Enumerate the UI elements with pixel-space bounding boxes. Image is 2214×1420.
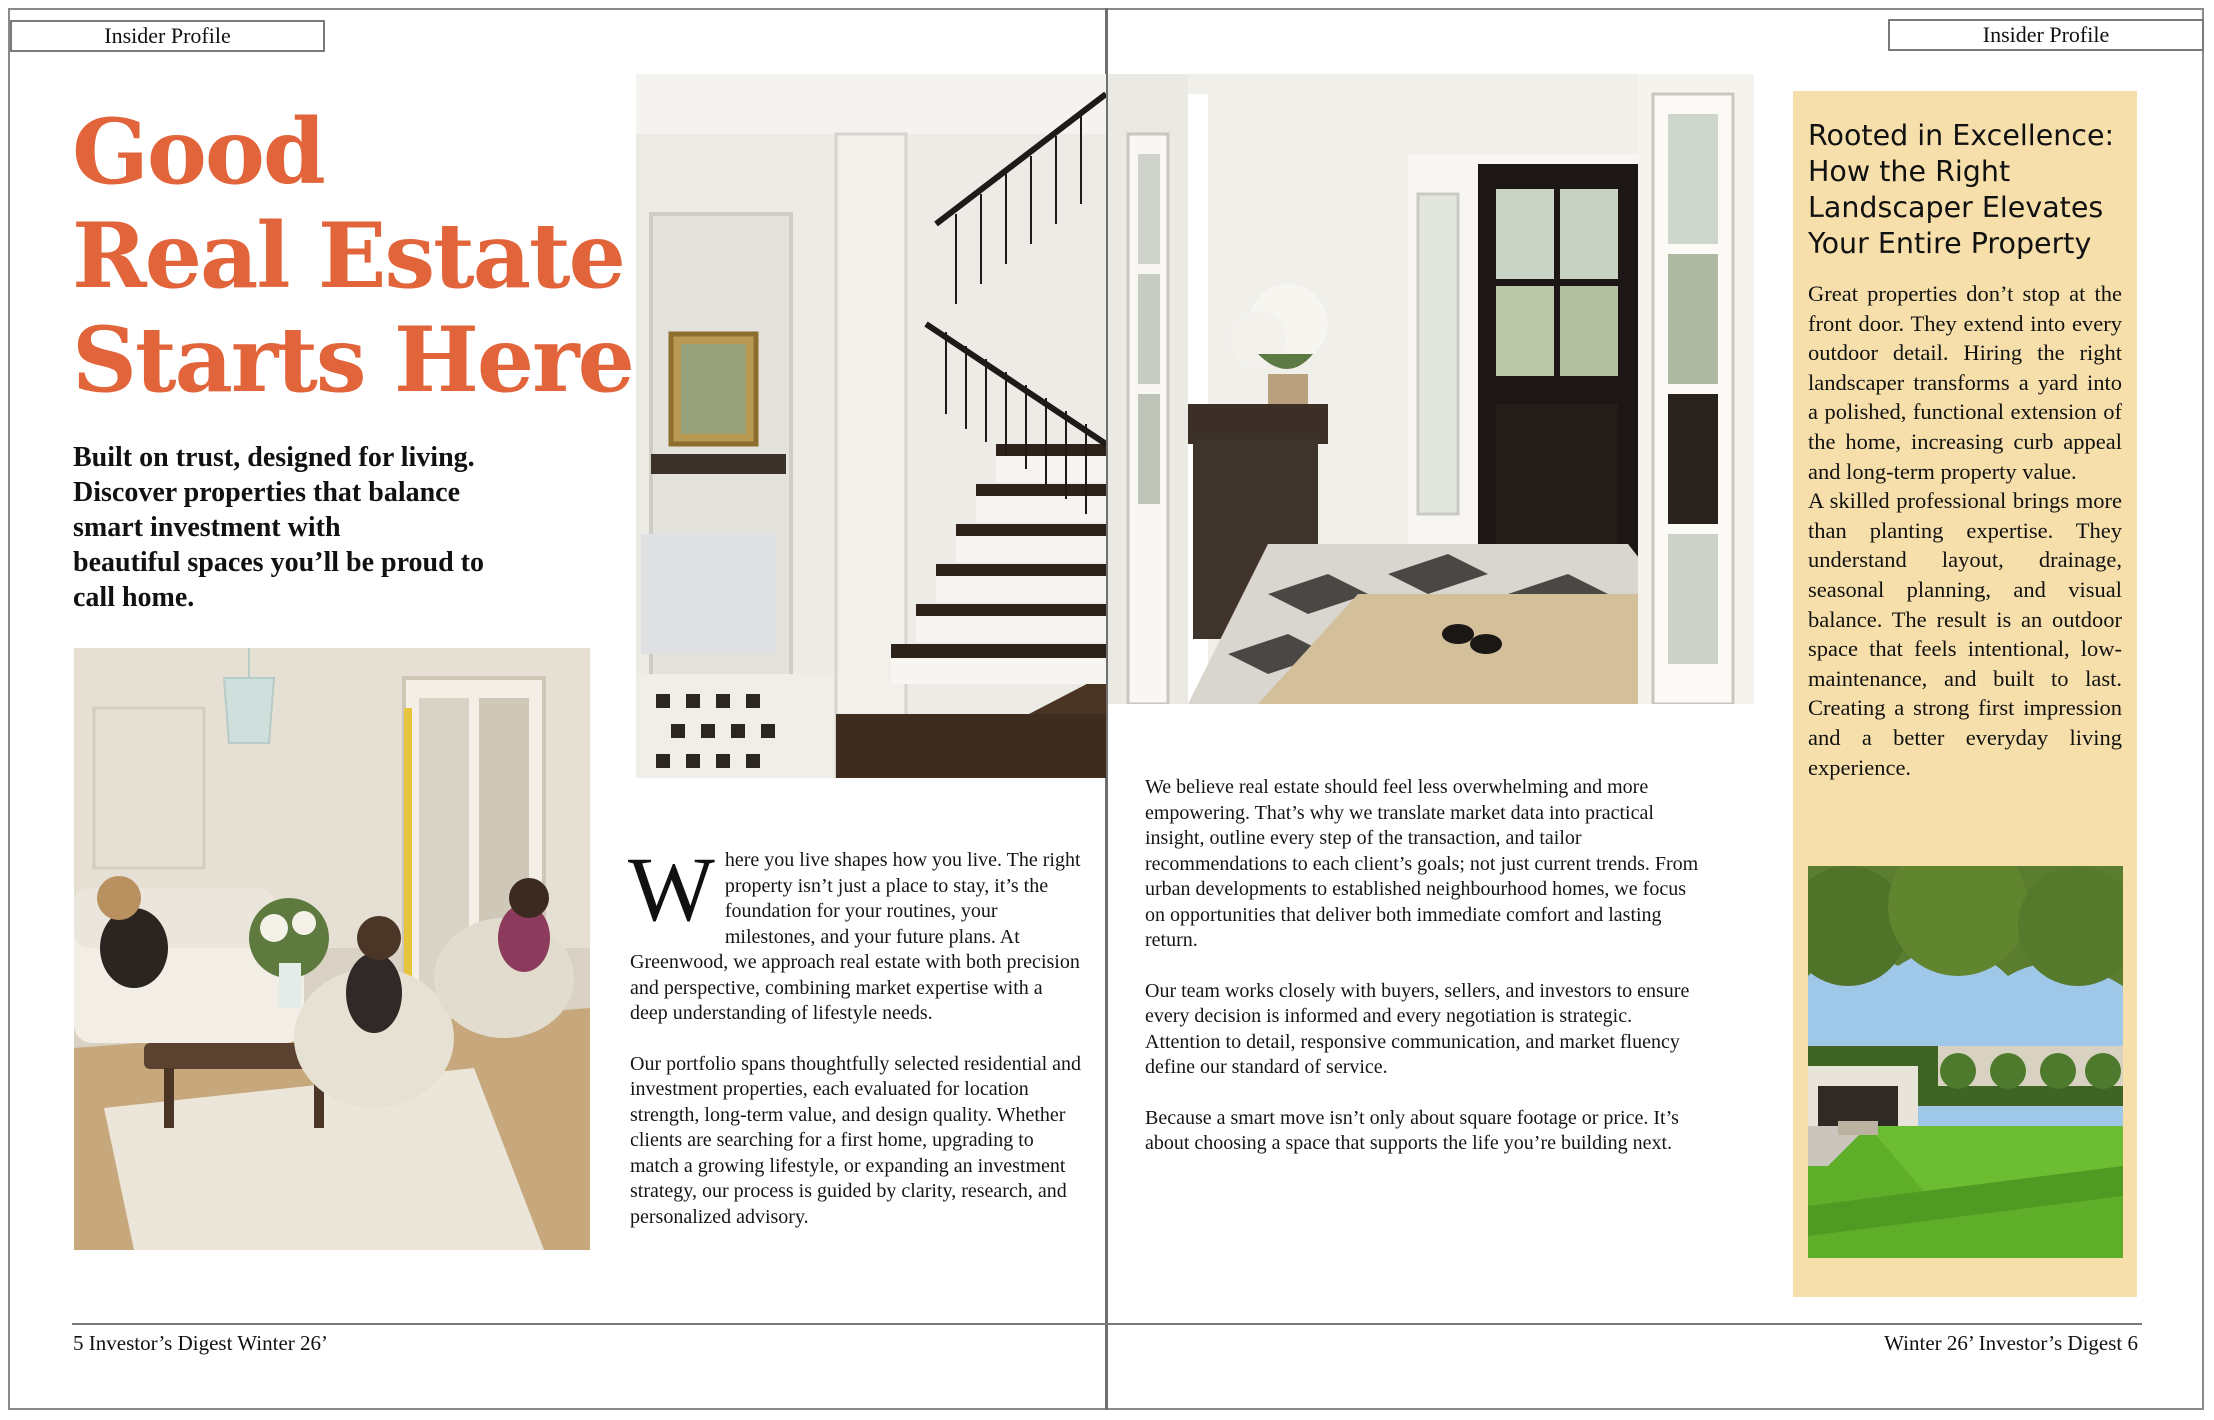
- subhead: [73, 440, 533, 615]
- subhead-line-1: Built on trust, designed for living.: [73, 442, 475, 473]
- subhead-line-2: Discover properties that balance: [73, 477, 461, 508]
- article-left-para-1: [628, 838, 1082, 1027]
- headline-line-1: Good: [72, 99, 324, 205]
- sidebar-body: [1808, 279, 2122, 782]
- article-right-para-1: We believe real estate should feel less overwhelming and more empowering. That’s why we translate market data into practical insight, outline every step of the transaction, and tailor recommendations to each client’s goals; not just current trends. From urban developments to established neighbourhood homes, we focus on opportunities that deliver both immediate comfort and lasting return.: [1145, 776, 1699, 951]
- article-left-para-1-text: here you live shapes how you live. The right property isn’t just a place to stay, it’s the foundation for your routines, your milestones, and your future plans. At Greenwood, we approach real estate with both precision and perspective, combining market expertise with a deep understanding of lifestyle needs.: [630, 849, 1081, 1024]
- sidebar-title-line-2: How the Right: [1808, 155, 2011, 188]
- sidebar-title: [1808, 118, 2128, 262]
- entryway-photo: [1108, 74, 1754, 704]
- garden-photo: [1808, 866, 2123, 1258]
- headline-line-2: Real Estate: [72, 203, 624, 309]
- folio-right: Winter 26’ Investor’s Digest 6: [1884, 1331, 2138, 1355]
- folio-left: 5 Investor’s Digest Winter 26’: [73, 1331, 329, 1355]
- headline-line-3: Starts Here: [72, 307, 633, 413]
- section-tag-left: Insider Profile: [10, 20, 325, 52]
- sidebar-title-line-3: Landscaper Elevates: [1808, 191, 2104, 224]
- staircase-photo: [636, 74, 1106, 778]
- article-left: [628, 838, 1082, 1230]
- drop-cap: W: [628, 838, 715, 940]
- article-right-para-2: Our team works closely with buyers, sellers, and investors to ensure every decision is informed and every negotiation is strategic. Attention to detail, responsive communication, and market fluency define our standard of service.: [1145, 979, 1690, 1078]
- subhead-line-5: call home.: [73, 582, 195, 613]
- article-right: [1145, 775, 1705, 1157]
- sidebar-para-2: A skilled professional brings more than planting expertise. They understand layout, drainage, seasonal planning, and visual balance. The result is an outdoor space that feels intentional, low-maintenance, and built to last. Creating a strong first impression and a better everyday living experience.: [1808, 488, 2122, 780]
- footer-rule: [72, 1323, 2142, 1325]
- sidebar-para-1: Great properties don’t stop at the front door. They extend into every outdoor detail. Hiring the right landscaper transforms a yard into a polished, functional extension of the home, increasing curb appeal and long-term property value.: [1808, 281, 2122, 484]
- subhead-line-3: smart investment with: [73, 512, 341, 543]
- page-headline: [72, 100, 632, 412]
- subhead-line-4: beautiful spaces you’ll be proud to: [73, 547, 484, 578]
- article-right-para-3: Because a smart move isn’t only about square footage or price. It’s about choosing a space that supports the life you’re building next.: [1145, 1106, 1679, 1154]
- sidebar-title-line-4: Your Entire Property: [1808, 227, 2092, 260]
- sidebar-title-line-1: Rooted in Excellence:: [1808, 119, 2115, 152]
- living-room-photo: [74, 648, 590, 1250]
- section-tag-right: Insider Profile: [1888, 19, 2204, 51]
- article-left-para-2: Our portfolio spans thoughtfully selected residential and investment properties, each evaluated for location strength, long-term value, and design quality. Whether clients are searching for a first home, upgrading to match a growing lifestyle, or expanding an investment strategy, our process is guided by clarity, research, and personalized advisory.: [630, 1052, 1082, 1228]
